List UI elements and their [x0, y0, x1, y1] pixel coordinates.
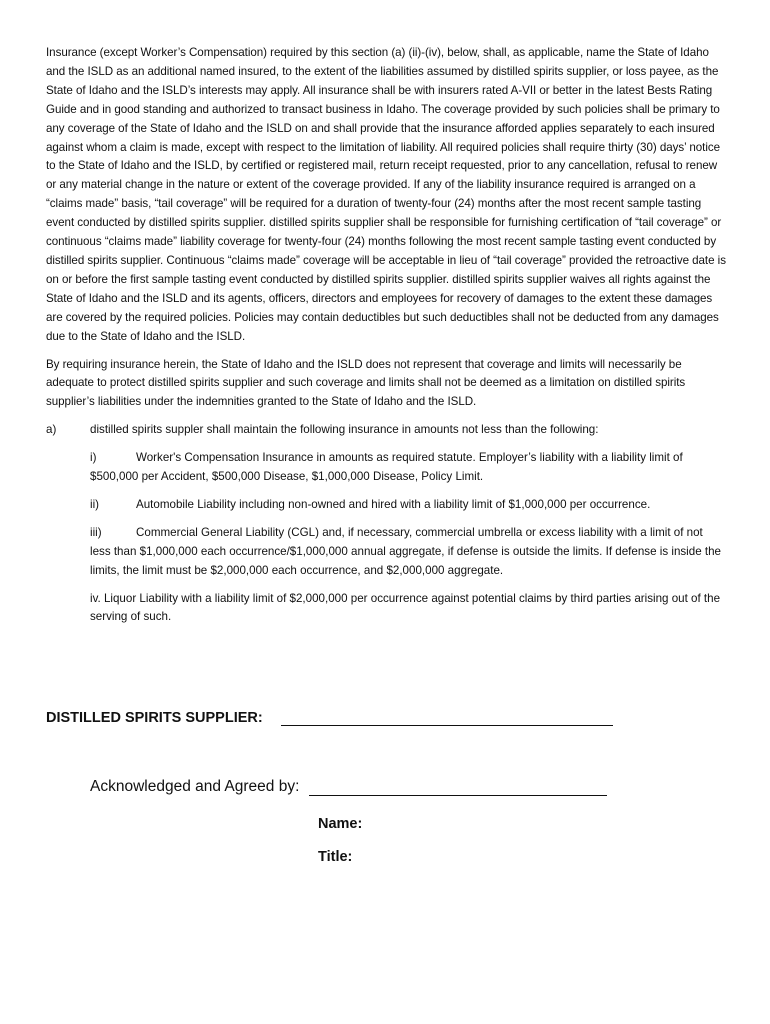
supplier-label: DISTILLED SPIRITS SUPPLIER: — [46, 710, 263, 726]
sub-item-iii — [90, 524, 726, 581]
sub-item-iv — [90, 590, 726, 628]
list-marker: a) — [46, 423, 57, 437]
sub-item-ii — [90, 496, 726, 515]
sub-item-number: iii) — [90, 525, 102, 539]
list-text: distilled spirits suppler shall maintain the following insurance in amounts not less than the following: — [90, 423, 599, 437]
acknowledged-label: Acknowledged and Agreed by: — [90, 778, 300, 795]
sub-item-text: Automobile Liability including non-owned and hired with a liability limit of $1,000,000 per occurrence. — [136, 497, 651, 511]
supplier-signature-line[interactable] — [281, 710, 613, 726]
sub-item-text: Commercial General Liability (CGL) and, if necessary, commercial umbrella or excess liability with a limit of not less than $1,000,000 each occurrence/$1,000,000 annual aggregate, if defense is outside the limits. If defense is inside the limits, the limit must be $2,000,000 each occurrence, and $2,000,000 aggregate. — [90, 525, 721, 577]
coverage-disclaimer-paragraph: By requiring insurance herein, the State of Idaho and the ISLD does not represent that coverage and limits will necessarily be adequate to protect distilled spirits supplier and such coverage and limits shall not be deemed as a limitation on distilled spirits supplier’s liabilities under the indemnities granted to the State of Idaho and the ISLD. — [46, 357, 686, 409]
document-body — [46, 44, 726, 636]
insurance-paragraph: Insurance (except Worker’s Compensation) required by this section (a) (ii)-(iv), below, shall, as applicable, name the State of Idaho and the ISLD as an additional named insured, to the extent of the liabilities assumed by distilled spirits supplier, or loss payee, as the State of Idaho and the ISLD’s interests may apply. All insurance shall be with insurers rated A-VII or better in the latest Bests Rating Guide and in good standing and authorized to transact business in Idaho. The coverage provided by such policies shall be primary to any coverage of the State of Idaho and the ISLD on and shall provide that the insurance afforded applies separately to each insured against whom a claim is made, except with respect to the limitation of liability. All required policies shall require thirty (30) days’ notice to the State of Idaho and the ISLD, by certified or registered mail, return receipt requested, prior to any cancellation, refusal to renew or any material change in the nature or extent of the coverage provided. If any of the liability insurance required is arranged on a “claims made” basis, “tail coverage” will be required for a duration of twenty-four (24) months after the most recent sample tasting event conducted by distilled spirits supplier. distilled spirits supplier shall be responsible for furnishing certification of “tail coverage” or continuous “claims made” liability coverage for twenty-four (24) months following the most recent sample tasting event conducted by distilled spirits supplier. Continuous “claims made” coverage will be acceptable in lieu of “tail coverage” provided the retroactive date is on or before the first sample tasting event conducted by distilled spirits supplier. distilled spirits supplier waives all rights against the State of Idaho and the ISLD and its agents, officers, directors and employees for recovery of damages to the extent these damages are covered by the required policies. Policies may contain deductibles but such deductibles shall not be deducted from any damages due to the State of Idaho and the ISLD. — [46, 46, 726, 343]
sub-item-text: Worker's Compensation Insurance in amounts as required statute. Employer’s liability with a liability limit of $500,000 per Accident, $500,000 Disease, $1,000,000 Disease, Policy Limit. — [90, 451, 683, 484]
list-item-a — [46, 421, 726, 440]
sub-item-i — [90, 449, 726, 487]
acknowledgement-row — [90, 778, 607, 796]
name-field-label: Name: — [318, 816, 363, 832]
title-field-label: Title: — [318, 849, 353, 865]
supplier-signature-row — [46, 710, 613, 726]
acknowledgement-signature-line[interactable] — [309, 779, 607, 796]
sub-item-text: iv. Liquor Liability with a liability limit of $2,000,000 per occurrence against potential claims by third parties arising out of the serving of such. — [90, 591, 721, 624]
sub-item-number: ii) — [90, 497, 100, 511]
sub-item-number: i) — [90, 451, 97, 465]
